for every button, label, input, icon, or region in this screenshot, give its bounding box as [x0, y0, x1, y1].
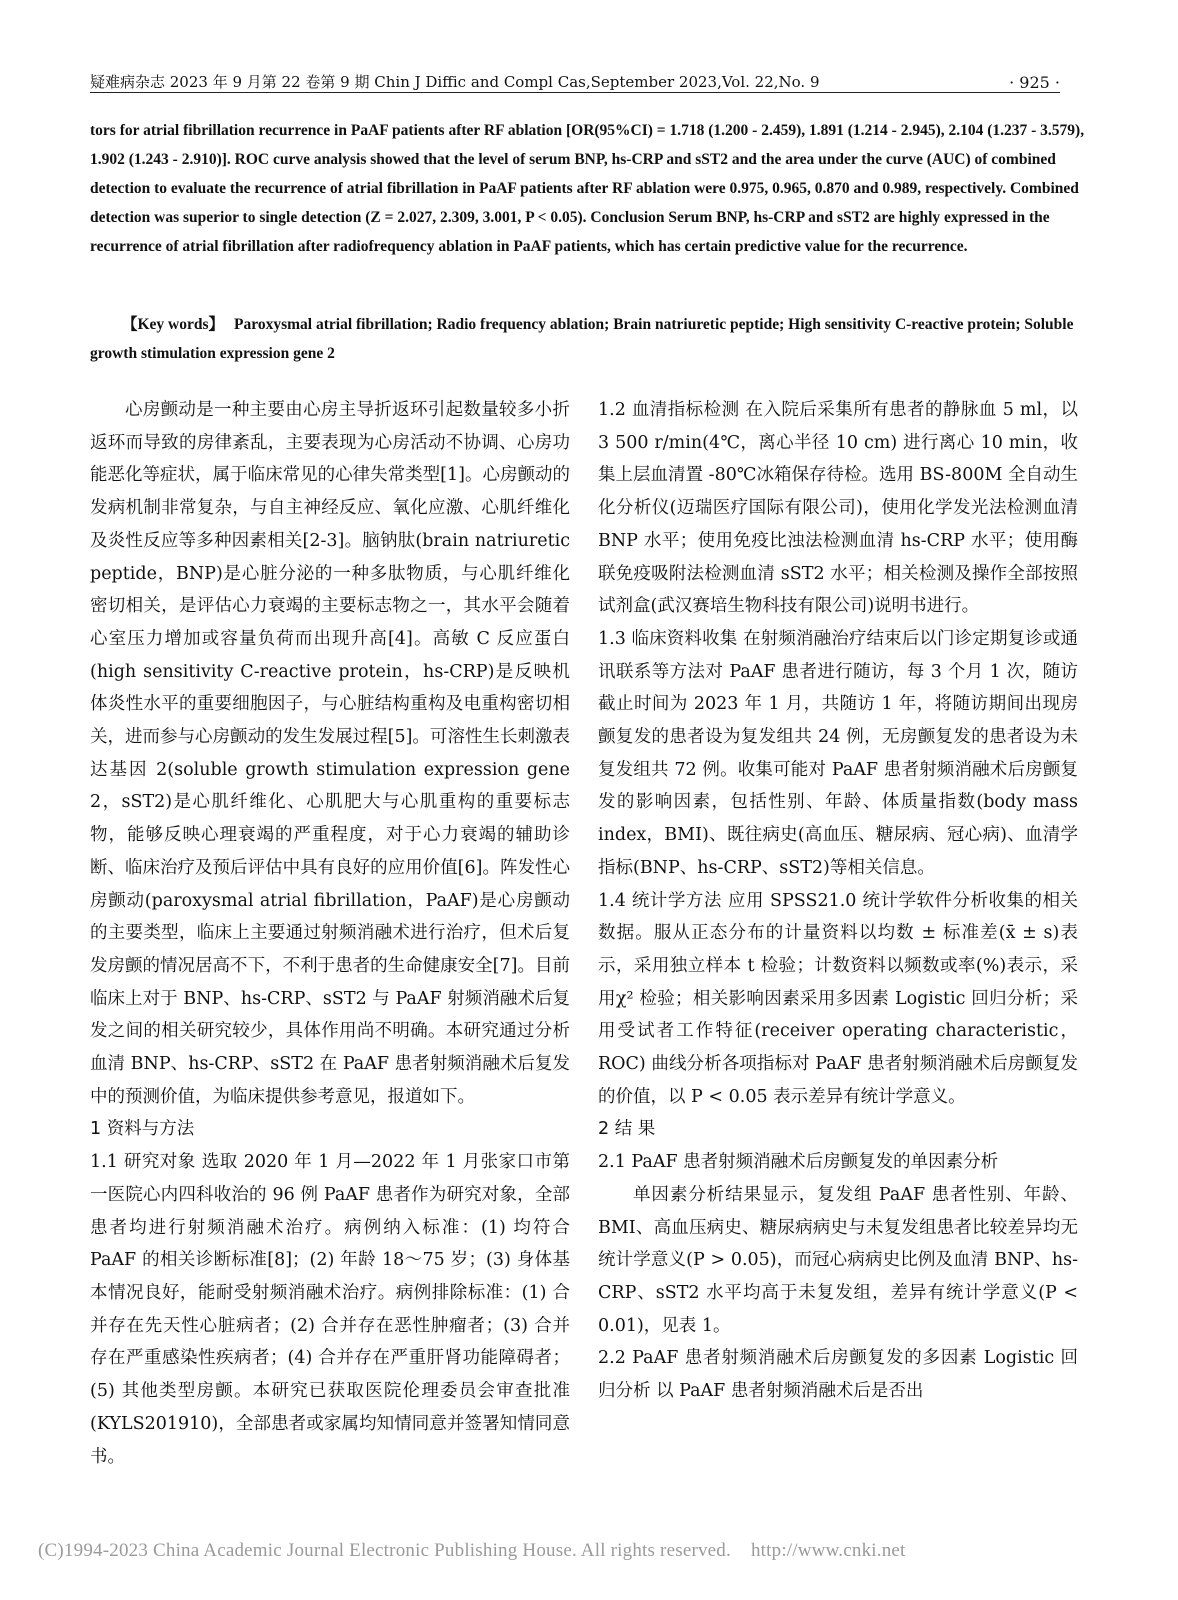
copyright-text: (C)1994-2023 China Academic Journal Electronic Publishing House. All rights reserved.	[38, 1540, 731, 1561]
keywords-label: 【Key words】	[122, 316, 225, 333]
subsection-2-2: 2.2 PaAF 患者射频消融术后房颤复发的多因素 Logistic 回归分析 以 PaAF 患者射频消融术后是否出	[598, 1348, 1078, 1402]
page-number: · 925 ·	[1009, 73, 1060, 92]
keywords	[90, 310, 1090, 368]
abstract-text: tors for atrial fibrillation recurrence in PaAF patients after RF ablation [OR(95%CI) = 1.718 (1.200 - 2.459), 1.891 (1.214 - 2.945), 2.104 (1.237 - 3.579), 1.902 (1.243 - 2.910)]. ROC curve analysis showed that the level of serum BNP, hs-CRP and sST2 and the area under the curve (AUC) of combined detection to evaluate the recurrence of atrial fibrillation in PaAF patients after RF ablation were 0.975, 0.965, 0.870 and 0.989, respectively. Combined detection was superior to single detection (Z = 2.027, 2.309, 3.001, P < 0.05). Conclusion Serum BNP, hs-CRP and sST2 are highly expressed in the recurrence of atrial fibrillation after radiofrequency ablation in PaAF patients, which has certain predictive value for the recurrence.	[90, 122, 1085, 255]
left-column	[90, 394, 570, 1473]
running-header	[90, 64, 1060, 93]
subsection-2-1-title: 2.1 PaAF 患者射频消融术后房颤复发的单因素分析	[598, 1152, 999, 1173]
subsection-1-4: 1.4 统计学方法 应用 SPSS21.0 统计学软件分析收集的相关数据。服从正态分布的计量资料以均数 ± 标准差(x̄ ± s)表示，采用独立样本 t 检验；计数资料以频数或率(%)表示，采用χ² 检验；相关影响因素采用多因素 Logistic 回归分析；采用受试者工作特征(receiver operating characteristic，ROC) 曲线分析各项指标对 PaAF 患者射频消融术后房颤复发的价值，以 P < 0.05 表示差异有统计学意义。	[598, 890, 1078, 1107]
journal-citation: 疑难病杂志 2023 年 9 月第 22 卷第 9 期 Chin J Diffic and Compl Cas,September 2023,Vol. 22,No. 9	[90, 73, 820, 91]
intro-paragraph: 心房颤动是一种主要由心房主导折返环引起数量较多小折返环而导致的房律紊乱，主要表现为心房活动不协调、心房功能恶化等症状，属于临床常见的心律失常类型[1]。心房颤动的发病机制非常复杂，与自主神经反应、氧化应激、心肌纤维化及炎性反应等多种因素相关[2-3]。脑钠肽(brain natriuretic peptide，BNP)是心脏分泌的一种多肽物质，与心肌纤维化密切相关，是评估心力衰竭的主要标志物之一，其水平会随着心室压力增加或容量负荷而出现升高[4]。高敏 C 反应蛋白(high sensitivity C-reactive protein，hs-CRP)是反映机体炎性水平的重要细胞因子，与心脏结构重构及电重构密切相关，进而参与心房颤动的发生发展过程[5]。可溶性生长刺激表达基因 2(soluble growth stimulation expression gene 2，sST2)是心肌纤维化、心肌肥大与心肌重构的重要标志物，能够反映心理衰竭的严重程度，对于心力衰竭的辅助诊断、临床治疗及预后评估中具有良好的应用价值[6]。阵发性心房颤动(paroxysmal atrial fibrillation，PaAF)是心房颤动的主要类型，临床上主要通过射频消融术进行治疗，但术后复发房颤的情况居高不下，不利于患者的生命健康安全[7]。目前临床上对于 BNP、hs-CRP、sST2 与 PaAF 射频消融术后复发之间的相关研究较少，具体作用尚不明确。本研究通过分析血清 BNP、hs-CRP、sST2 在 PaAF 患者射频消融术后复发中的预测价值，为临床提供参考意见，报道如下。	[90, 400, 570, 1107]
subsection-1-1: 1.1 研究对象 选取 2020 年 1 月—2022 年 1 月张家口市第一医院心内四科收治的 96 例 PaAF 患者作为研究对象，全部患者均进行射频消融术治疗。病例纳入标准：(1) 均符合 PaAF 的相关诊断标准[8]；(2) 年龄 18～75 岁；(3) 身体基本情况良好，能耐受射频消融术治疗。病例排除标准：(1) 合并存在先天性心脏病者；(2) 合并存在恶性肿瘤者；(3) 合并存在严重感染性疾病者；(4) 合并存在严重肝肾功能障碍者；(5) 其他类型房颤。本研究已获取医院伦理委员会审查批准(KYLS201910)，全部患者或家属均知情同意并签署知情同意书。	[90, 1152, 570, 1467]
section-2-heading: 2 结 果	[598, 1119, 656, 1140]
subsection-1-3: 1.3 临床资料收集 在射频消融治疗结束后以门诊定期复诊或通讯联系等方法对 PaAF 患者进行随访，每 3 个月 1 次，随访截止时间为 2023 年 1 月，共随访 1 年，将随访期间出现房颤复发的患者设为复发组共 24 例，无房颤复发的患者设为未复发组共 72 例。收集可能对 PaAF 患者射频消融术后房颤复发的影响因素，包括性别、年龄、体质量指数(body mass index，BMI)、既往病史(高血压、糖尿病、冠心病)、血清学指标(BNP、hs-CRP、sST2)等相关信息。	[598, 628, 1078, 878]
footer-url[interactable]: http://www.cnki.net	[750, 1540, 906, 1561]
keywords-text: Paroxysmal atrial fibrillation; Radio frequency ablation; Brain natriuretic peptide; High sensitivity C-reactive protein; Soluble growth stimulation expression gene 2	[90, 316, 1074, 362]
section-1-heading: 1 资料与方法	[90, 1119, 195, 1140]
subsection-2-1-body: 单因素分析结果显示，复发组 PaAF 患者性别、年龄、BMI、高血压病史、糖尿病病史与未复发组患者比较差异均无统计学意义(P > 0.05)，而冠心病病史比例及血清 BNP、hs-CRP、sST2 水平均高于未复发组，差异有统计学意义(P < 0.01)，见表 1。	[598, 1184, 1078, 1336]
right-column	[598, 394, 1078, 1408]
copyright-footer	[38, 1540, 1138, 1562]
subsection-1-2: 1.2 血清指标检测 在入院后采集所有患者的静脉血 5 ml，以 3 500 r/min(4℃，离心半径 10 cm) 进行离心 10 min，收集上层血清置 -80℃冰箱保存待检。选用 BS-800M 全自动生化分析仪(迈瑞医疗国际有限公司)，使用化学发光法检测血清 BNP 水平；使用免疫比浊法检测血清 hs-CRP 水平；使用酶联免疫吸附法检测血清 sST2 水平；相关检测及操作全部按照试剂盒(武汉赛培生物科技有限公司)说明书进行。	[598, 400, 1078, 617]
